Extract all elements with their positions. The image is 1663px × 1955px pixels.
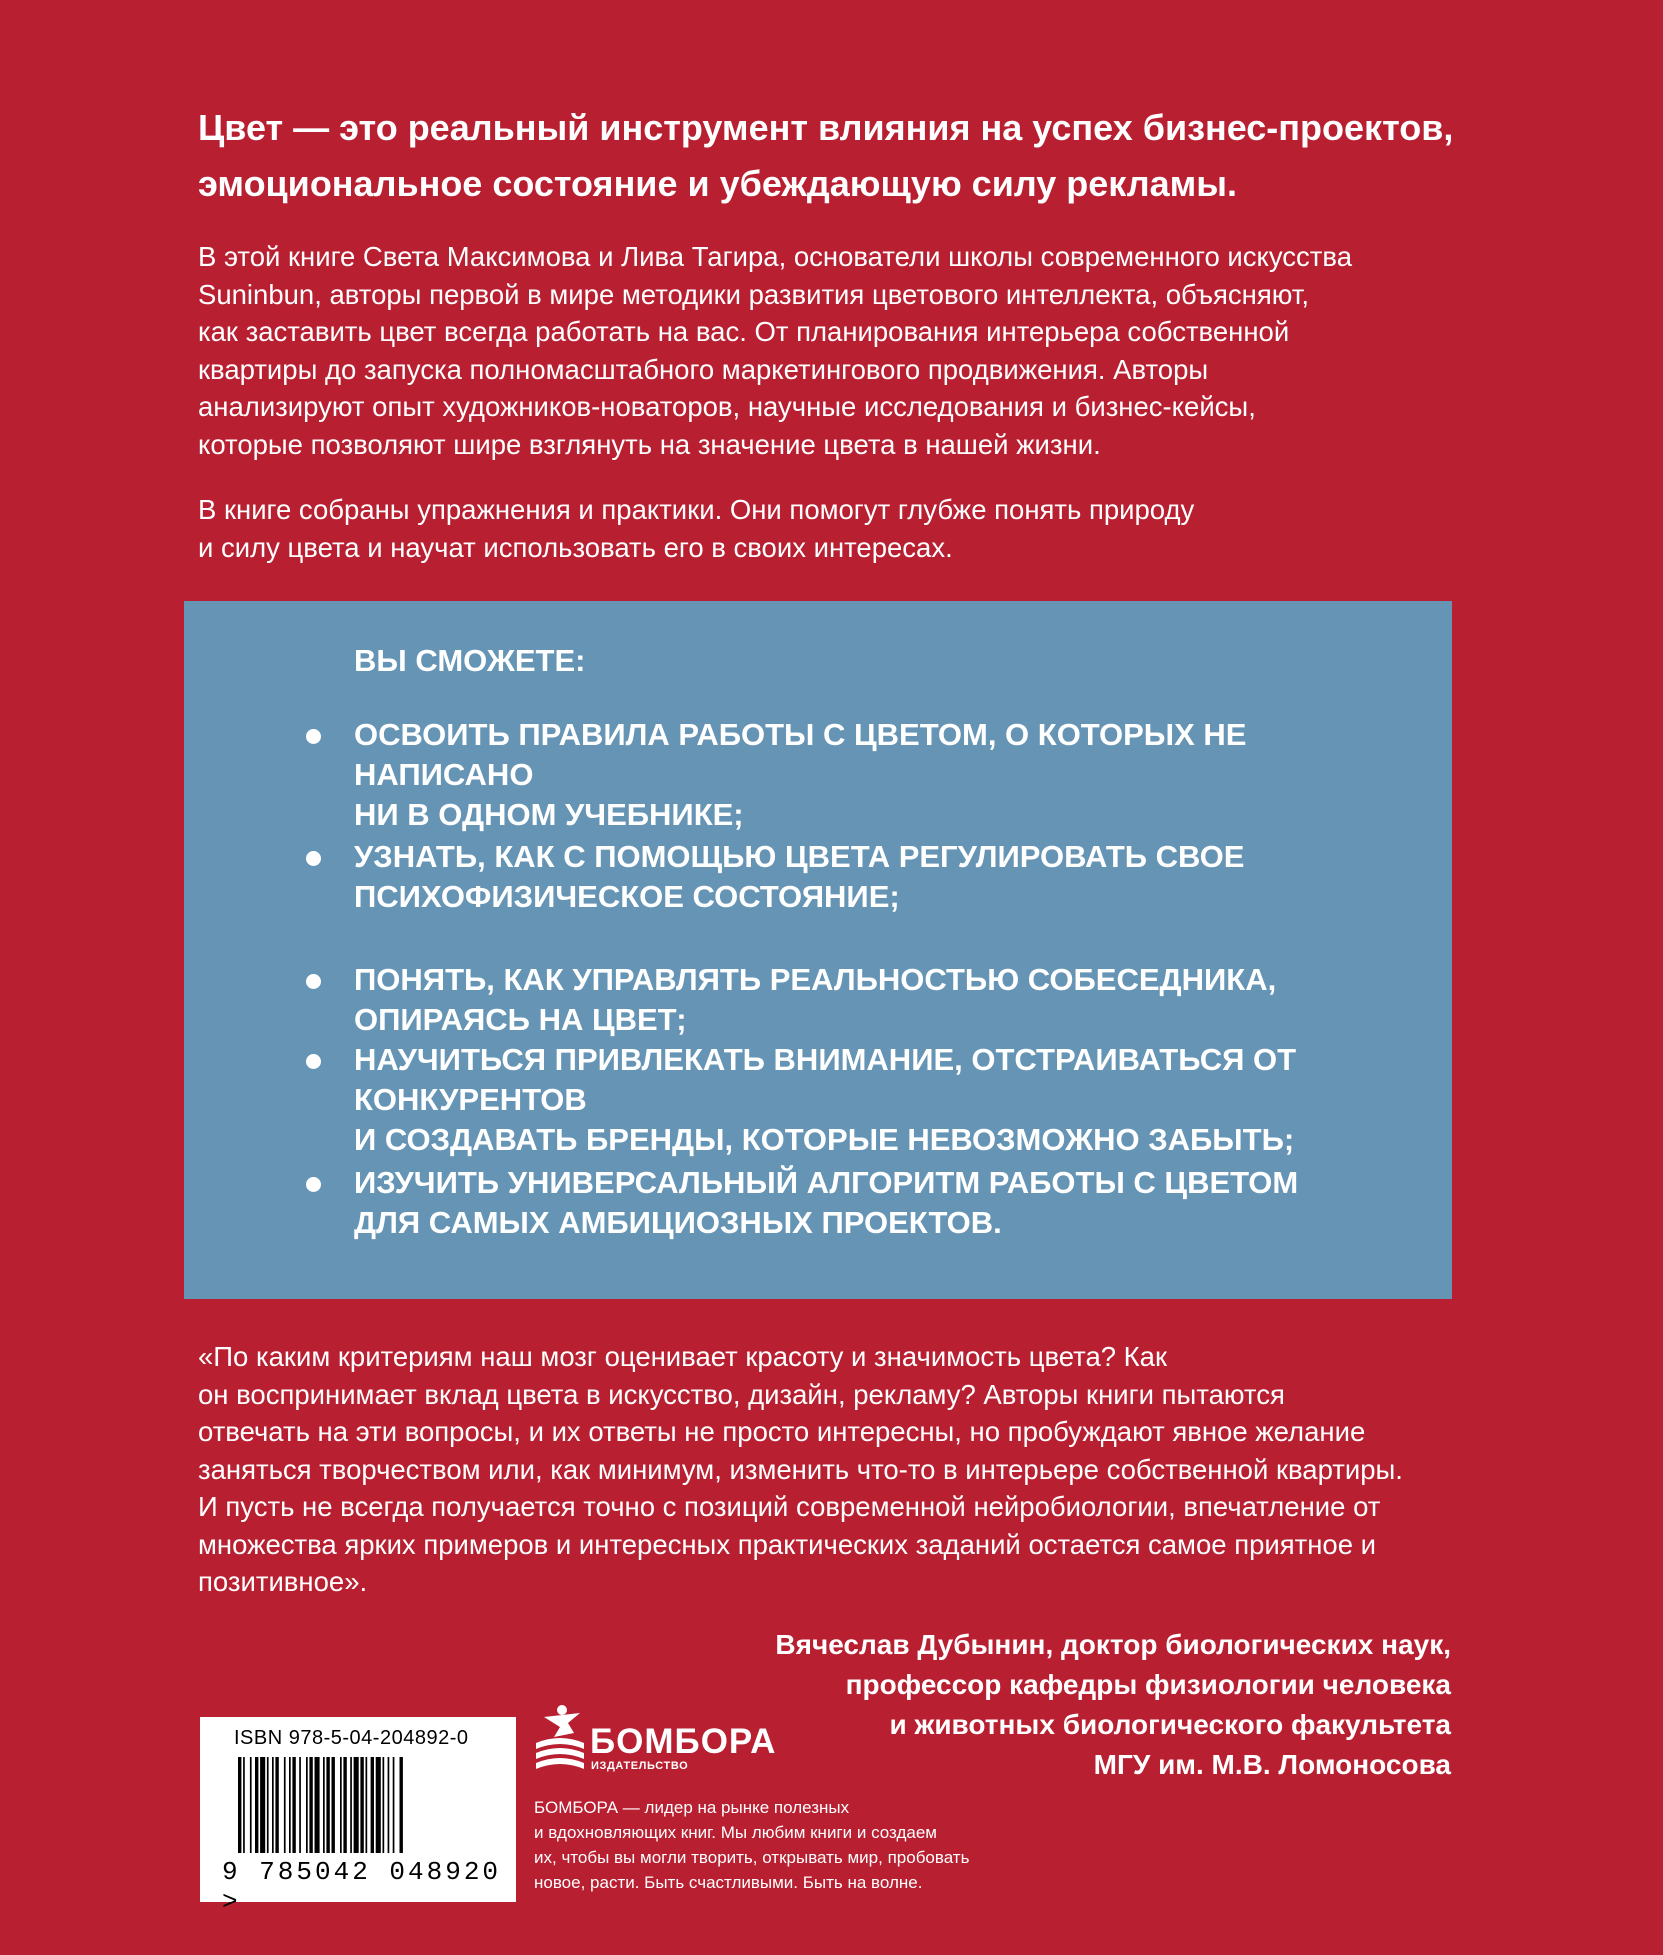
barcode-box <box>200 1717 516 1917</box>
bullet-icon <box>306 729 321 744</box>
benefit-item-5: ИЗУЧИТЬ УНИВЕРСАЛЬНЫЙ АЛГОРИТМ РАБОТЫ С ЦВЕТОМ ДЛЯ САМЫХ АМБИЦИОЗНЫХ ПРОЕКТОВ. <box>354 1165 1299 1240</box>
publisher-name: БОМБОРА <box>590 1722 777 1761</box>
benefits-panel <box>184 601 1452 1299</box>
bullet-icon <box>306 1177 321 1192</box>
bullet-icon <box>306 851 321 866</box>
review-quote: «По каким критериям наш мозг оценивает красоту и значимость цвета? Как он воспринимает вклад цвета в искусство, дизайн, рекламу? Авторы книги пытаются отвечать на эти вопросы, и их ответы не просто интересны, но пробуждают явное желание заняться творчеством или, как минимум, изменить что-то в интерьере собственной квартиры. И пусть не всегда получается точно с позиций современной нейробиологии, впечатление от множества ярких примеров и интересных практических заданий остается самое приятное и позитивное». <box>198 1341 1403 1597</box>
bullet-icon <box>306 1054 321 1069</box>
isbn-label: ISBN 978-5-04-204892-0 <box>234 1727 469 1749</box>
benefit-item-2: УЗНАТЬ, КАК С ПОМОЩЬЮ ЦВЕТА РЕГУЛИРОВАТЬ СВОЕ ПСИХОФИЗИЧЕСКОЕ СОСТОЯНИЕ; <box>354 839 1245 914</box>
barcode-digits: 9 785042 048920 > <box>222 1857 502 1917</box>
lead-statement: Цвет — это реальный инструмент влияния на успех бизнес-проектов, эмоциональное состояние и убеждающую силу рекламы. <box>198 107 1454 204</box>
bullet-icon <box>306 974 321 989</box>
benefit-item-1: ОСВОИТЬ ПРАВИЛА РАБОТЫ С ЦВЕТОМ, О КОТОРЫХ НЕ НАПИСАНО НИ В ОДНОМ УЧЕБНИКЕ; <box>354 717 1247 832</box>
benefits-title: ВЫ СМОЖЕТЕ: <box>354 643 586 678</box>
bombora-logo-icon <box>534 1703 586 1771</box>
quote-attribution: Вячеслав Дубынин, доктор биологических наук, профессор кафедры физиологии человека и животных биологического факультета МГУ им. М.В. Ломоносова <box>775 1629 1451 1780</box>
publisher-subtitle: ИЗДАТЕЛЬСТВО <box>591 1760 689 1772</box>
description-paragraph-1: В этой книге Света Максимова и Лива Тагира, основатели школы современного искусства Suninbun, авторы первой в мире методики развития цветового интеллекта, объясняют, как заставить цвет всегда работать на вас. От планирования интерьера собственной квартиры до запуска полномасштабного маркетингового продвижения. Авторы анализируют опыт художников-новаторов, научные исследования и бизнес-кейсы, которые позволяют шире взглянуть на значение цвета в нашей жизни. <box>198 241 1352 460</box>
barcode-bars <box>238 1757 478 1857</box>
benefit-item-3: ПОНЯТЬ, КАК УПРАВЛЯТЬ РЕАЛЬНОСТЬЮ СОБЕСЕДНИКА, ОПИРАЯСЬ НА ЦВЕТ; <box>354 962 1277 1037</box>
publisher-blurb: БОМБОРА — лидер на рынке полезных и вдохновляющих книг. Мы любим книги и создаем их, чтобы вы могли творить, открывать мир, пробовать новое, расти. Быть счастливыми. Быть на волне. <box>534 1798 970 1892</box>
description-paragraph-2: В книге собраны упражнения и практики. Они помогут глубже понять природу и силу цвета и научат использовать его в своих интересах. <box>198 494 1195 563</box>
benefit-item-4: НАУЧИТЬСЯ ПРИВЛЕКАТЬ ВНИМАНИЕ, ОТСТРАИВАТЬСЯ ОТ КОНКУРЕНТОВ И СОЗДАВАТЬ БРЕНДЫ, КОТОРЫЕ НЕВОЗМОЖНО ЗАБЫТЬ; <box>354 1042 1297 1157</box>
